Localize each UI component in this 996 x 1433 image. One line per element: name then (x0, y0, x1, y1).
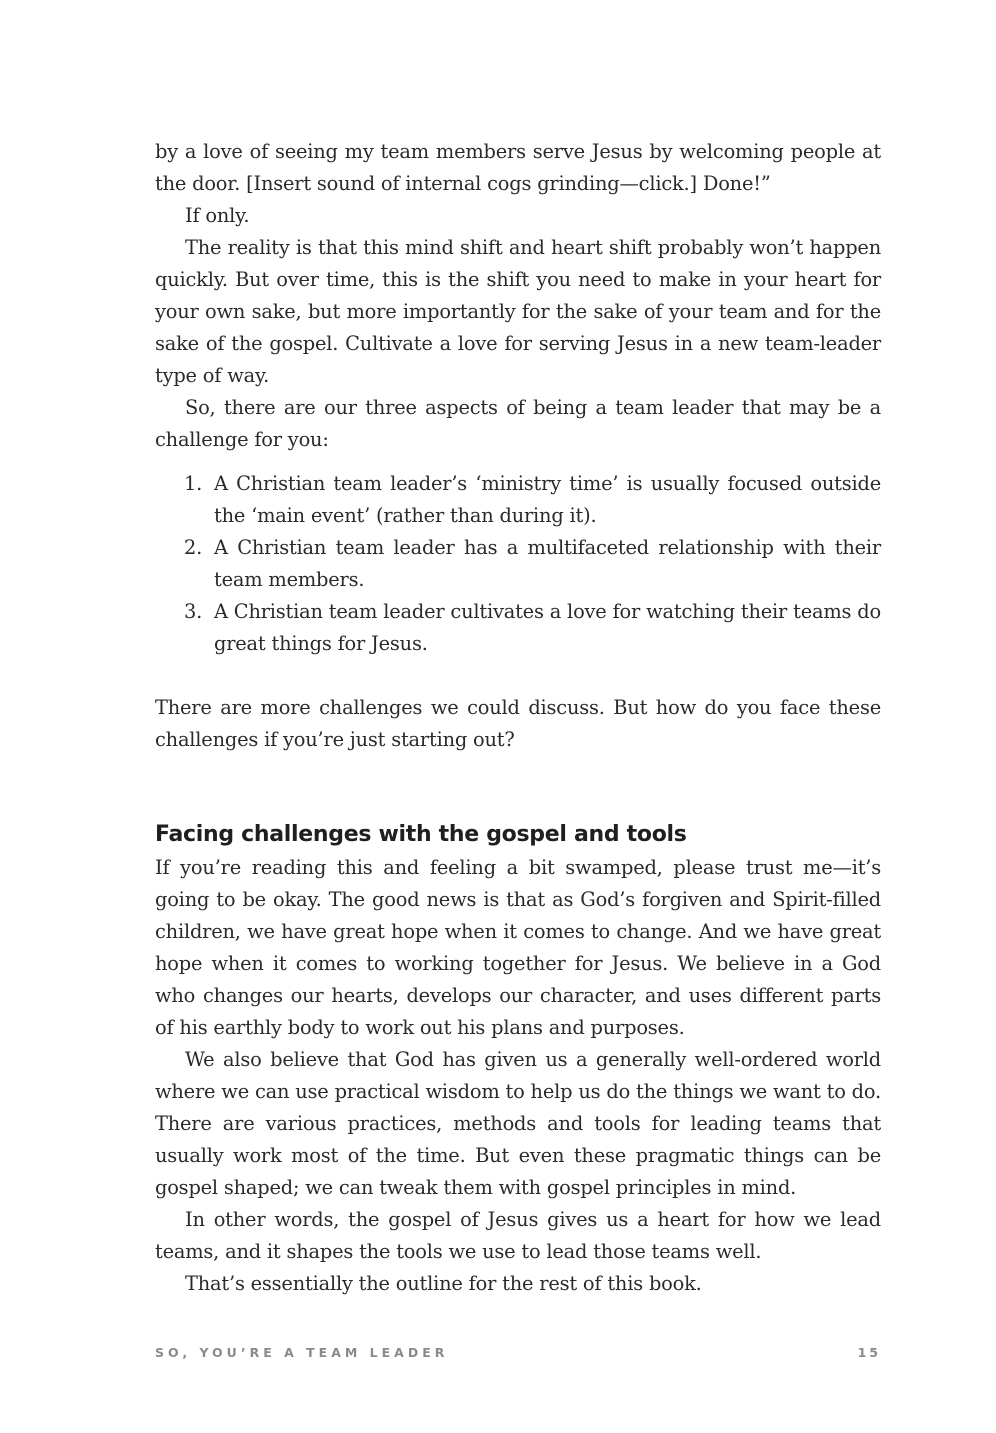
page-footer (155, 1345, 881, 1365)
paragraph-in-other-words: In other words, the gospel of Jesus gives us a heart for how we lead teams, and it shapes the tools we use to lead those teams well. (155, 1208, 881, 1263)
paragraph-continuation: by a love of seeing my team members serve Jesus by welcoming people at the door. [Insert sound of internal cogs grinding—click.] Done!” (155, 140, 881, 195)
list-item-text: A Christian team leader’s ‘ministry time’ is usually focused outside the ‘main event’ (rather than during it). (214, 472, 881, 527)
paragraph-three-aspects: So, there are our three aspects of being a team leader that may be a challenge for you: (155, 396, 881, 451)
paragraph-reality: The reality is that this mind shift and heart shift probably won’t happen quickly. But over time, this is the shift you need to make in your heart for your own sake, but more importantly for the sake of your team and for the sake of the gospel. Cultivate a love for serving Jesus in a new team-leader type of way. (155, 236, 881, 387)
list-item (155, 596, 881, 660)
page-number: 15 (857, 1345, 881, 1360)
challenges-list (155, 468, 881, 660)
list-item (155, 532, 881, 596)
paragraph-if-only: If only. (185, 204, 250, 227)
paragraph-more-challenges: There are more challenges we could discuss. But how do you face these challenges if you’re just starting out? (155, 696, 881, 751)
paragraph-well-ordered-world: We also believe that God has given us a generally well-ordered world where we can use practical wisdom to help us do the things we want to do. There are various practices, methods and tools for leading teams that usually work most of the time. But even these pragmatic things can be gospel shaped; we can tweak them with gospel principles in mind. (155, 1048, 881, 1199)
list-item-text: A Christian team leader cultivates a love for watching their teams do great things for Jesus. (214, 600, 881, 655)
section-heading: Facing challenges with the gospel and tools (155, 822, 687, 847)
paragraph-outline: That’s essentially the outline for the rest of this book. (185, 1272, 702, 1295)
list-item-text: A Christian team leader has a multifaceted relationship with their team members. (214, 536, 881, 591)
list-number: 1. (184, 472, 203, 495)
page-body (155, 136, 881, 1300)
running-title: SO, YOU’RE A TEAM LEADER (155, 1345, 449, 1360)
list-number: 2. (184, 536, 203, 559)
paragraph-swamped: If you’re reading this and feeling a bit swamped, please trust me—it’s going to be okay. The good news is that as God’s forgiven and Spirit-filled children, we have great hope when it comes to change. And we have great hope when it comes to working together for Jesus. We believe in a God who changes our hearts, develops our character, and uses different parts of his earthly body to work out his plans and purposes. (155, 856, 881, 1039)
list-number: 3. (184, 600, 203, 623)
list-item (155, 468, 881, 532)
